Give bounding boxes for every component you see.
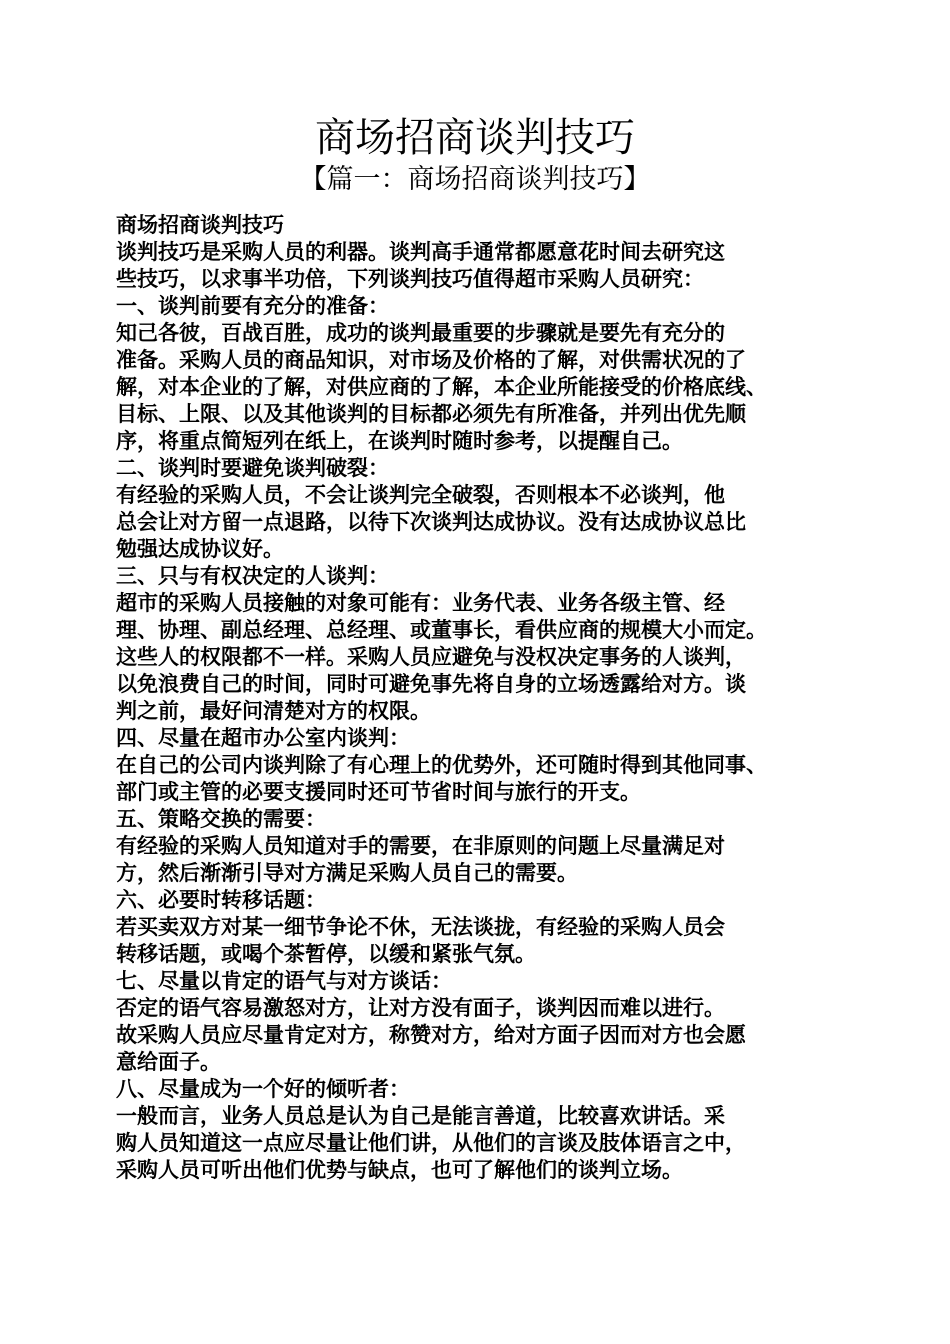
body-text-line: 若买卖双方对某一细节争论不休，无法谈拢，有经验的采购人员会 bbox=[116, 915, 725, 939]
body-text-line: 转移话题，或喝个茶暂停，以缓和紧张气氛。 bbox=[116, 942, 536, 966]
body-text-line: 在自己的公司内谈判除了有心理上的优势外，还可随时得到其他同事、 bbox=[116, 753, 767, 777]
document-title: 商场招商谈判技巧 bbox=[315, 115, 635, 161]
body-text-line: 些技巧，以求事半功倍，下列谈判技巧值得超市采购人员研究： bbox=[116, 267, 704, 291]
body-text-line: 购人员知道这一点应尽量让他们讲，从他们的言谈及肢体语言之中， bbox=[116, 1131, 746, 1155]
body-text-line: 五、策略交换的需要： bbox=[116, 807, 326, 831]
body-text-line: 勉强达成协议好。 bbox=[116, 537, 284, 561]
body-text-line: 判之前，最好问清楚对方的权限。 bbox=[116, 699, 431, 723]
body-text-line: 商场招商谈判技巧 bbox=[116, 213, 284, 237]
body-text-line: 六、必要时转移话题： bbox=[116, 888, 326, 912]
body-text-line: 一般而言，业务人员总是认为自己是能言善道，比较喜欢讲话。采 bbox=[116, 1104, 725, 1128]
body-text-line: 这些人的权限都不一样。采购人员应避免与没权决定事务的人谈判， bbox=[116, 645, 746, 669]
body-text-line: 采购人员可听出他们优势与缺点，也可了解他们的谈判立场。 bbox=[116, 1158, 683, 1182]
body-text-line: 三、只与有权决定的人谈判： bbox=[116, 564, 389, 588]
body-text-line: 有经验的采购人员知道对手的需要，在非原则的问题上尽量满足对 bbox=[116, 834, 725, 858]
body-text-line: 故采购人员应尽量肯定对方，称赞对方，给对方面子因而对方也会愿 bbox=[116, 1023, 746, 1047]
document-body bbox=[116, 212, 856, 1184]
body-text-line: 超市的采购人员接触的对象可能有：业务代表、业务各级主管、经 bbox=[116, 591, 725, 615]
body-text-line: 四、尽量在超市办公室内谈判： bbox=[116, 726, 410, 750]
body-text-line: 序，将重点简短列在纸上，在谈判时随时参考，以提醒自己。 bbox=[116, 429, 683, 453]
body-text-line: 理、协理、副总经理、总经理、或董事长，看供应商的规模大小而定。 bbox=[116, 618, 767, 642]
body-text-line: 有经验的采购人员，不会让谈判完全破裂，否则根本不必谈判，他 bbox=[116, 483, 725, 507]
body-text-line: 准备。采购人员的商品知识，对市场及价格的了解，对供需状况的了 bbox=[116, 348, 746, 372]
body-text-line: 八、尽量成为一个好的倾听者： bbox=[116, 1077, 410, 1101]
body-text-line: 一、谈判前要有充分的准备： bbox=[116, 294, 389, 318]
document-subtitle: 【篇一：商场招商谈判技巧】 bbox=[299, 164, 651, 195]
body-text-line: 谈判技巧是采购人员的利器。谈判高手通常都愿意花时间去研究这 bbox=[116, 240, 725, 264]
body-text-line: 七、尽量以肯定的语气与对方谈话： bbox=[116, 969, 452, 993]
body-text-line: 以免浪费自己的时间，同时可避免事先将自身的立场透露给对方。谈 bbox=[116, 672, 746, 696]
body-text-line: 目标、上限、以及其他谈判的目标都必须先有所准备，并列出优先顺 bbox=[116, 402, 746, 426]
body-text-line: 总会让对方留一点退路，以待下次谈判达成协议。没有达成协议总比 bbox=[116, 510, 746, 534]
body-text-line: 方，然后渐渐引导对方满足采购人员自己的需要。 bbox=[116, 861, 578, 885]
body-text-line: 二、谈判时要避免谈判破裂： bbox=[116, 456, 389, 480]
body-text-line: 意给面子。 bbox=[116, 1050, 221, 1074]
body-text-line: 知己各彼，百战百胜，成功的谈判最重要的步骤就是要先有充分的 bbox=[116, 321, 725, 345]
body-text-line: 部门或主管的必要支援同时还可节省时间与旅行的开支。 bbox=[116, 780, 641, 804]
body-text-line: 解，对本企业的了解，对供应商的了解，本企业所能接受的价格底线、 bbox=[116, 375, 767, 399]
body-text-line: 否定的语气容易激怒对方，让对方没有面子，谈判因而难以进行。 bbox=[116, 996, 725, 1020]
